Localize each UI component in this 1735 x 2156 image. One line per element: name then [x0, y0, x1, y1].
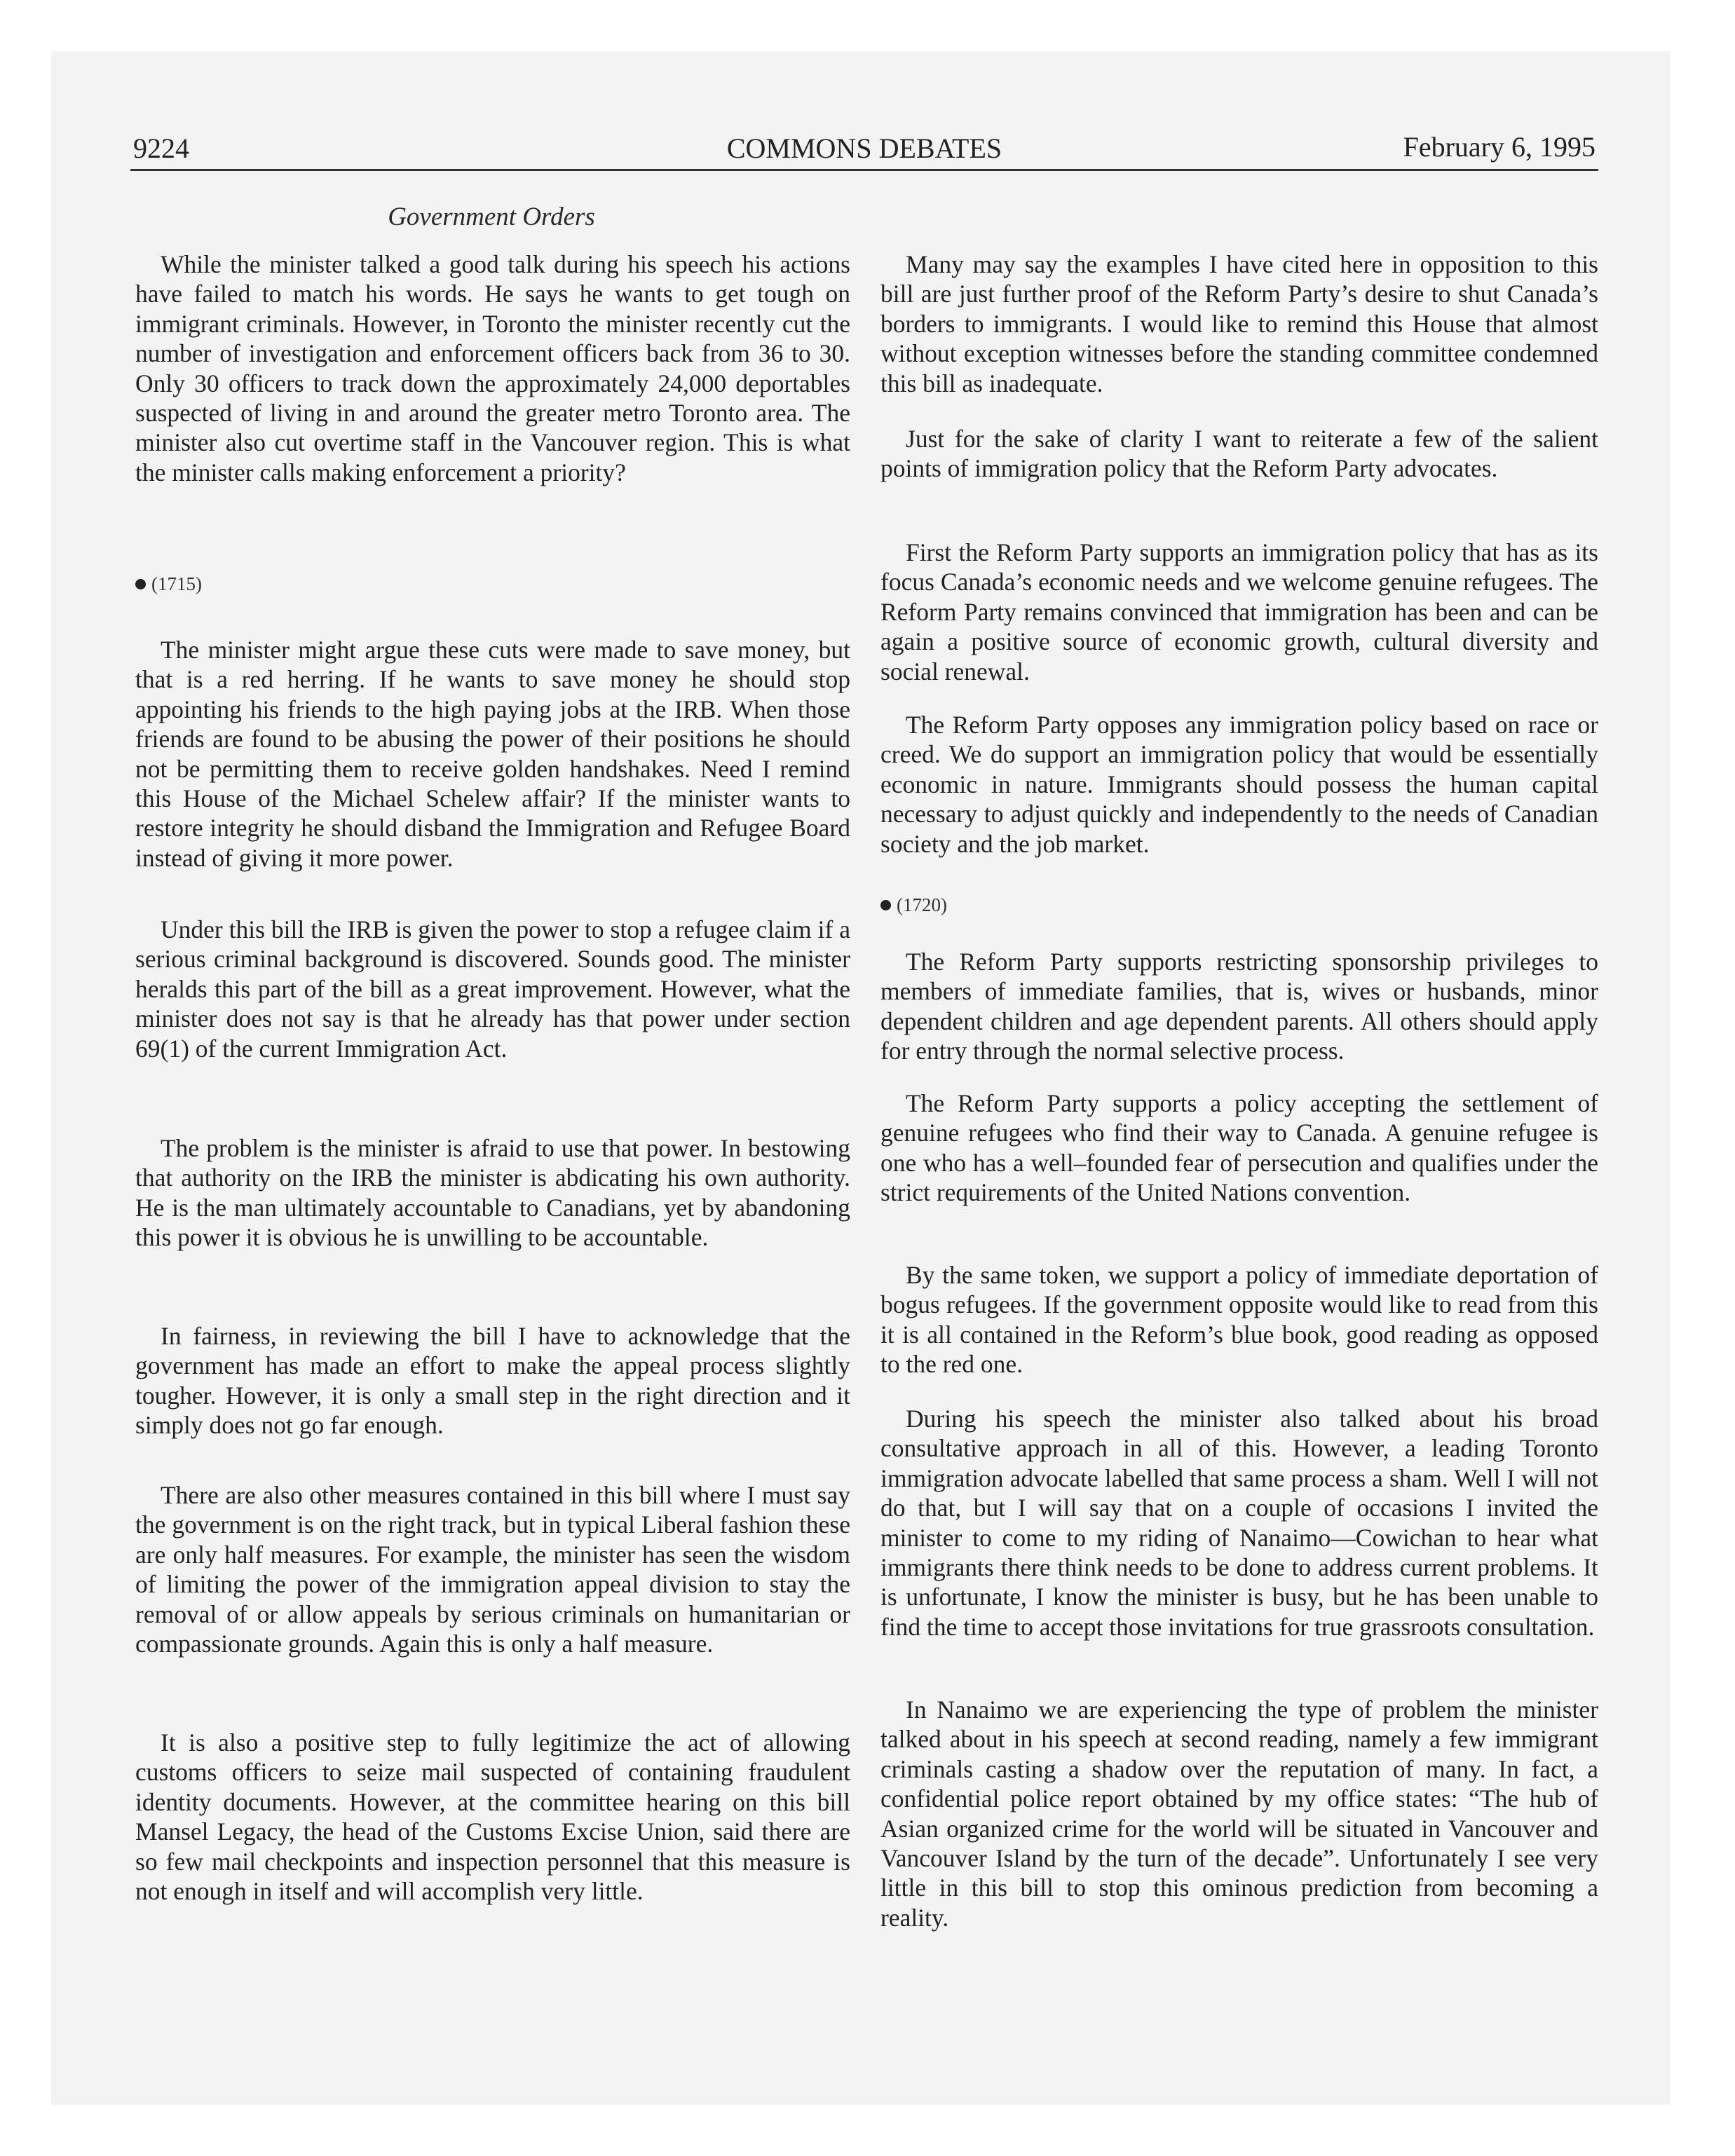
time-marker	[880, 890, 947, 920]
paragraph: By the same token, we support a policy of immediate deportation of bogus refugees. If the government opposite would like to read from this it is all contained in the Reform’s blue book, good reading as opposed to the red one.	[880, 1261, 1598, 1379]
page-header	[130, 128, 1598, 167]
paragraph: In fairness, in reviewing the bill I have to acknowledge that the government has made an effort to make the appeal process slightly tougher. However, it is only a small step in the right direction and it simply does not go far enough.	[135, 1322, 850, 1440]
paragraph: Under this bill the IRB is given the power to stop a refugee claim if a serious criminal background is discovered. Sounds good. The minister heralds this part of the bill as a great improvement. However, what the minister does not say is that he already has that power under section 69(1) of the current Immigration Act.	[135, 915, 850, 1063]
paragraph: The minister might argue these cuts were made to save money, but that is a red herring. If he wants to save money he should stop appointing his friends to the high paying jobs at the IRB. When those friends are found to be abusing the power of their positions he should not be permitting them to receive golden handshakes. Need I remind this House of the Michael Schelew affair? If the minister wants to restore integrity he should disband the Immigration and Refugee Board instead of giving it more power.	[135, 636, 850, 872]
time-marker-label: (1715)	[151, 573, 202, 594]
issue-date: February 6, 1995	[1403, 131, 1595, 163]
journal-title: COMMONS DEBATES	[726, 132, 1002, 164]
paragraph: In Nanaimo we are experiencing the type of problem the minister talked about in his speech at second reading, namely a few immigrant criminals casting a shadow over the reputation of many. In fact, a confidential police report obtained by my office states: “The hub of Asian organized crime for the world will be situated in Vancouver and Vancouver Island by the turn of the decade”. Unfortunately I see very little in this bill to stop this ominous prediction from becoming a reality.	[880, 1696, 1598, 1932]
paragraph: While the minister talked a good talk during his speech his actions have failed to match his words. He says he wants to get tough on immigrant criminals. However, in Toronto the minister recently cut the number of investigation and enforcement officers back from 36 to 30. Only 30 officers to track down the approximately 24,000 deportables suspected of living in and around the greater metro Toronto area. The minister also cut overtime staff in the Vancouver region. This is what the minister calls making enforcement a priority?	[135, 250, 850, 486]
paragraph: Just for the sake of clarity I want to reiterate a few of the salient points of immigration policy that the Reform Party advocates.	[880, 425, 1598, 483]
time-marker-label: (1720)	[897, 894, 947, 915]
bullet-icon	[880, 900, 891, 910]
paragraph: During his speech the minister also talked about his broad consultative approach in all of this. However, a leading Toronto immigration advocate labelled that same process a sham. Well I will not do that, but I will say that on a couple of occasions I invited the minister to come to my riding of Nanaimo—Cowichan to hear what immigrants there think needs to be done to address current problems. It is unfortunate, I know the minister is busy, but he has been unable to find the time to accept those invitations for true grassroots consultation.	[880, 1405, 1598, 1641]
paragraph: The Reform Party opposes any immigration policy based on race or creed. We do support an immigration policy that would be essentially economic in nature. Immigrants should possess the human capital necessary to adjust quickly and independently to the needs of Canadian society and the job market.	[880, 711, 1598, 858]
paragraph: The problem is the minister is afraid to use that power. In bestowing that authority on the IRB the minister is abdicating his own authority. He is the man ultimately accountable to Canadians, yet by abandoning this power it is obvious he is unwilling to be accountable.	[135, 1134, 850, 1252]
paragraph: The Reform Party supports restricting sponsorship privileges to members of immediate families, that is, wives or husbands, minor dependent children and age dependent parents. All others should apply for entry through the normal selective process.	[880, 948, 1598, 1065]
paragraph: The Reform Party supports a policy accepting the settlement of genuine refugees who find their way to Canada. A genuine refugee is one who has a well–founded fear of persecution and qualifies under the strict requirements of the United Nations convention.	[880, 1089, 1598, 1207]
header-rule	[130, 169, 1598, 171]
paragraph: First the Reform Party supports an immigration policy that has as its focus Canada’s economic needs and we welcome genuine refugees. The Reform Party remains convinced that immigration has been and can be again a positive source of economic growth, cultural diversity and social renewal.	[880, 538, 1598, 685]
paragraph: There are also other measures contained in this bill where I must say the government is on the right track, but in typical Liberal fashion these are only half measures. For example, the minister has seen the wisdom of limiting the power of the immigration appeal division to stay the removal of or allow appeals by serious criminals on humanitarian or compassionate grounds. Again this is only a half measure.	[135, 1481, 850, 1658]
paragraph: It is also a positive step to fully legitimize the act of allowing customs officers to seize mail suspected of containing fraudulent identity documents. However, at the committee hearing on this bill Mansel Legacy, the head of the Customs Excise Union, said there are so few mail checkpoints and inspection personnel that this measure is not enough in itself and will accomplish very little.	[135, 1728, 850, 1906]
bullet-icon	[135, 579, 146, 589]
page-number: 9224	[133, 132, 189, 164]
section-label: Government Orders	[388, 203, 595, 231]
time-marker	[135, 569, 202, 599]
paragraph: Many may say the examples I have cited here in opposition to this bill are just further proof of the Reform Party’s desire to shut Canada’s borders to immigrants. I would like to remind this House that almost without exception witnesses before the standing committee condemned this bill as inadequate.	[880, 250, 1598, 397]
